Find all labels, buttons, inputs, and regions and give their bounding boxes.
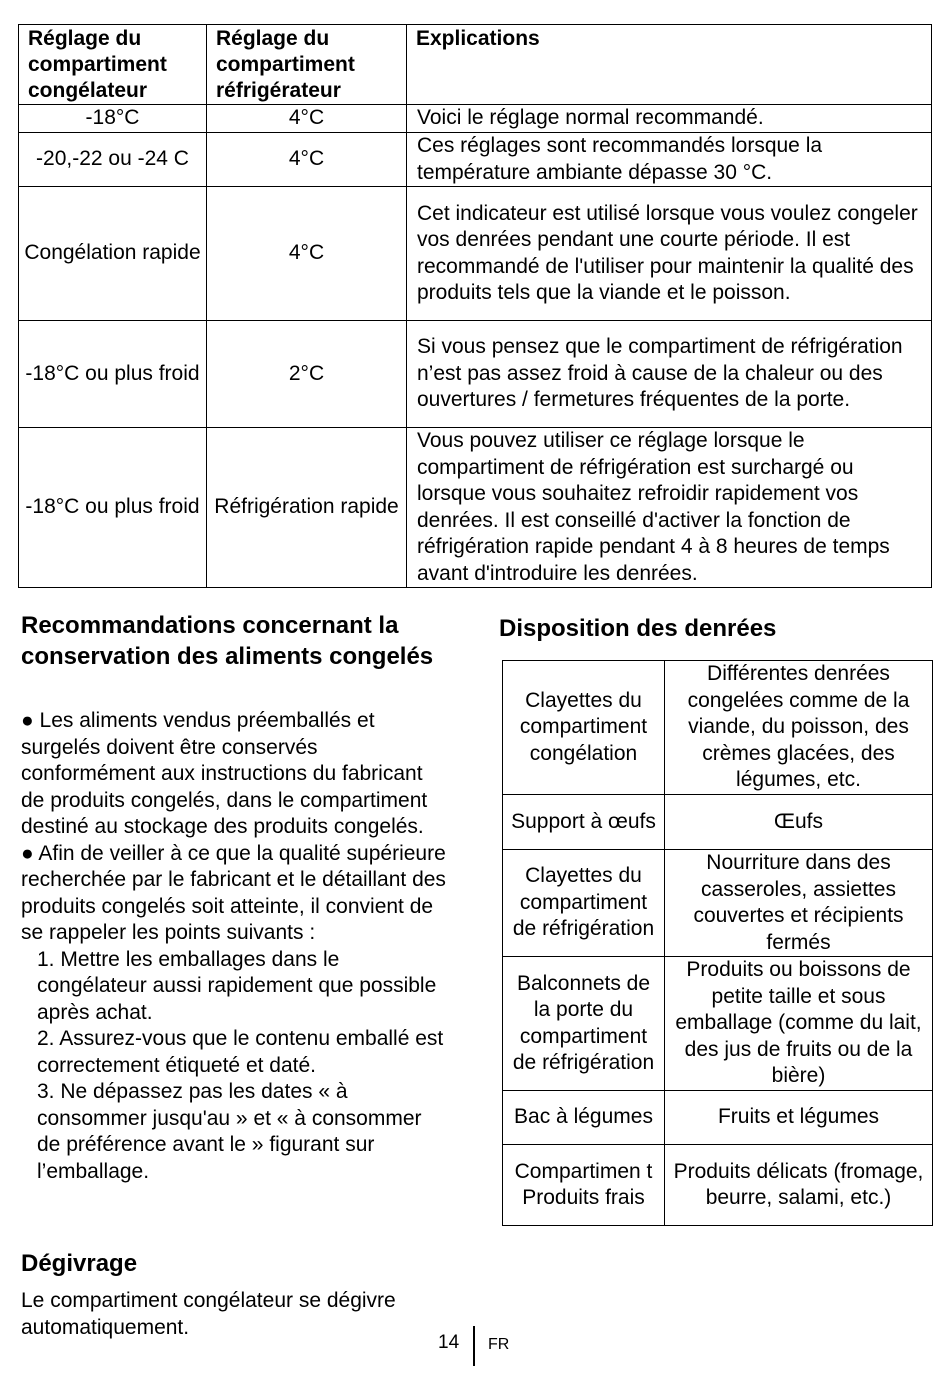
bullet-paragraph: ● Afin de veiller à ce que la qualité supérieure recherchée par le fabricant et le détaillant des produits congelés soit atteinte, il convient de se rappeler les points suivants : [21, 841, 446, 944]
location-cell: Balconnets de la porte du compartiment de réfrigération [503, 957, 665, 1091]
food-cell: Produits ou boissons de petite taille et sous emballage (comme du lait, des jus de fruits ou de la bière) [665, 957, 933, 1091]
header-fridge-setting: Réglage du compartiment réfrigérateur [207, 25, 407, 105]
fridge-setting: 4°C [207, 187, 407, 321]
fridge-setting: 2°C [207, 321, 407, 428]
food-cell: Différentes denrées congelées comme de la viande, du poisson, des crèmes glacées, des légumes, etc. [665, 661, 933, 795]
disposition-table [502, 660, 933, 1226]
explanation: Vous pouvez utiliser ce réglage lorsque le compartiment de réfrigération est surchargé ou lorsque vous souhaitez refroidir rapidement vos denrées. Il est conseillé d'activer la fonction de réfrigération rapide pendant 4 à 8 heures de temps avant d'introduire les denrées. [407, 428, 932, 588]
location-cell: Clayettes du compartiment de réfrigération [503, 850, 665, 957]
footer-divider [473, 1326, 475, 1366]
table-row [19, 133, 932, 187]
location-cell: Support à œufs [503, 795, 665, 850]
location-cell: Clayettes du compartiment congélation [503, 661, 665, 795]
recommendations-title: Recommandations concernant la conservation des aliments congelés [21, 612, 434, 670]
numbered-item: 1. Mettre les emballages dans le congélateur aussi rapidement que possible après achat. [37, 947, 437, 1024]
table-row [503, 850, 933, 957]
location-cell: Bac à légumes [503, 1091, 665, 1145]
table-row [503, 1091, 933, 1145]
food-cell: Nourriture dans des casseroles, assiettes couvertes et récipients fermés [665, 850, 933, 957]
freezer-setting: -18°C ou plus froid [19, 321, 207, 428]
table-row [503, 1145, 933, 1226]
freezer-setting: Congélation rapide [19, 187, 207, 321]
header-explanations: Explications [407, 25, 932, 105]
table-row [503, 957, 933, 1091]
settings-table [18, 24, 932, 588]
numbered-item: 3. Ne dépassez pas les dates « à consommer jusqu'au » et « à consommer de préférence avant le » figurant sur l’emballage. [37, 1080, 422, 1183]
food-cell: Fruits et légumes [665, 1091, 933, 1145]
language-code: FR [488, 1336, 510, 1353]
recommendations-body [21, 708, 446, 1185]
degivrage-body: Le compartiment congélateur se dégivre automatiquement. [21, 1289, 396, 1339]
fridge-setting: Réfrigération rapide [207, 428, 407, 588]
table-row [503, 795, 933, 850]
explanation: Si vous pensez que le compartiment de réfrigération n’est pas assez froid à cause de la chaleur ou des ouvertures / fermetures fréquentes de la porte. [407, 321, 932, 428]
explanation: Ces réglages sont recommandés lorsque la température ambiante dépasse 30 °C. [407, 133, 932, 187]
explanation: Voici le réglage normal recommandé. [407, 105, 932, 133]
food-cell: Œufs [665, 795, 933, 850]
table-row [503, 661, 933, 795]
fridge-setting: 4°C [207, 133, 407, 187]
page-number: 14 [438, 1332, 460, 1353]
table-row [19, 187, 932, 321]
table-row [19, 428, 932, 588]
bullet-paragraph: ● Les aliments vendus préemballés et surgelés doivent être conservés conformément aux instructions du fabricant de produits congelés, dans le compartiment destiné au stockage des produits congelés. [21, 709, 428, 838]
fridge-setting: 4°C [207, 105, 407, 133]
table-row [19, 321, 932, 428]
table-row [19, 105, 932, 133]
explanation: Cet indicateur est utilisé lorsque vous voulez congeler vos denrées pendant une courte période. Il est recommandé de l'utiliser pour maintenir la qualité des produits tels que la viande et le poisson. [407, 187, 932, 321]
disposition-title: Disposition des denrées [499, 615, 777, 642]
food-cell: Produits délicats (fromage, beurre, salami, etc.) [665, 1145, 933, 1226]
numbered-item: 2. Assurez-vous que le contenu emballé est correctement étiqueté et daté. [37, 1027, 444, 1077]
freezer-setting: -18°C ou plus froid [19, 428, 207, 588]
freezer-setting: -18°C [19, 105, 207, 133]
location-cell: Compartimen t Produits frais [503, 1145, 665, 1226]
header-freezer-setting: Réglage du compartiment congélateur [19, 25, 207, 105]
degivrage-title: Dégivrage [21, 1250, 138, 1277]
freezer-setting: -20,-22 ou -24 C [19, 133, 207, 187]
settings-header-row [19, 25, 932, 105]
